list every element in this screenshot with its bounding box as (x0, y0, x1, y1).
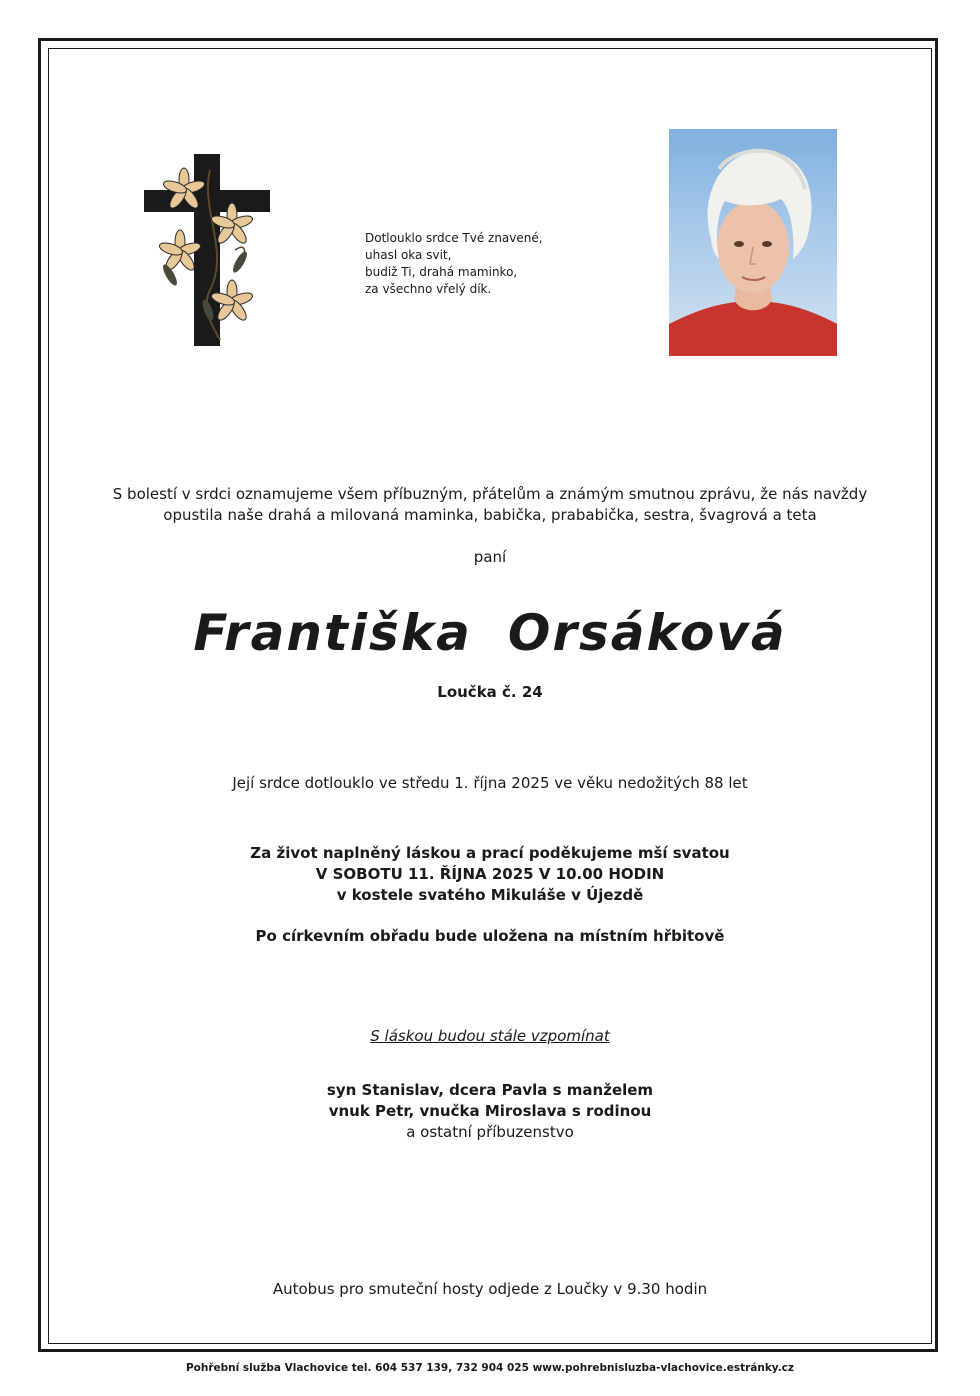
death-notice: Její srdce dotlouklo ve středu 1. října 2025 ve věku nedožitých 88 let (232, 774, 748, 792)
poem-line: za všechno vřelý dík. (365, 282, 492, 296)
family-list (48, 1080, 932, 1143)
family-line: vnuk Petr, vnučka Miroslava s rodinou (328, 1102, 652, 1120)
portrait-photo (669, 129, 837, 356)
family-line: a ostatní příbuzenstvo (406, 1123, 574, 1141)
family-line: syn Stanislav, dcera Pavla s manželem (326, 1081, 654, 1099)
announcement-line: S bolestí v srdci oznamujeme všem příbuzným, přátelům a známým smutnou zprávu, že nás navždy (112, 485, 868, 503)
announcement (48, 484, 932, 526)
remember-heading (48, 1027, 932, 1045)
cross-with-lilies-icon (140, 150, 275, 350)
announcement-line: opustila naše drahá a milovaná maminka, babička, prababička, sestra, švagrová a teta (163, 506, 817, 524)
funeral-line: v kostele svatého Mikuláše v Újezdě (336, 886, 644, 904)
funeral-line: V SOBOTU 11. ŘÍJNA 2025 V 10.00 HODIN (315, 865, 665, 883)
remember-text: S láskou budou stále vzpomínat (370, 1027, 610, 1045)
honorific: paní (473, 548, 507, 566)
portrait-illustration (669, 129, 837, 356)
poem-line: Dotlouklo srdce Tvé znavené, (365, 231, 543, 245)
footer-contact: Pohřební služba Vlachovice tel. 604 537 139, 732 904 025 www.pohrebnisluzba-vlachovice.estránky.cz (185, 1362, 795, 1374)
deceased-name (48, 604, 932, 662)
poem-line: uhasl oka svit, (365, 248, 452, 262)
poem-line: budiž Ti, drahá maminko, (365, 265, 518, 279)
funeral-info (48, 843, 932, 906)
funeral-line: Za život naplněný láskou a prací poděkujeme mší svatou (250, 844, 730, 862)
burial-info: Po církevním obřadu bude uložena na místním hřbitově (255, 927, 725, 945)
address: Loučka č. 24 (437, 683, 543, 701)
last-name: Orsáková (507, 604, 787, 662)
first-name: Františka (193, 604, 472, 662)
memorial-poem (365, 230, 543, 298)
bus-info: Autobus pro smuteční hosty odjede z Loučky v 9.30 hodin (272, 1280, 708, 1298)
